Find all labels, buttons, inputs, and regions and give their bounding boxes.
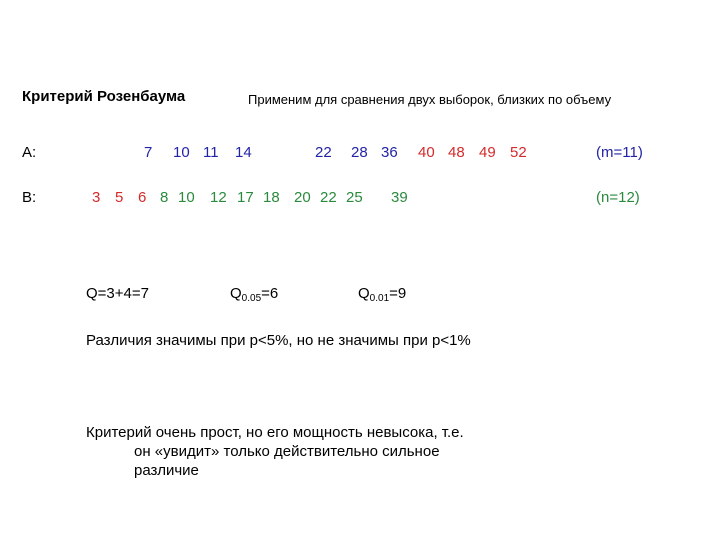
sample-a-value: 14 bbox=[235, 144, 252, 161]
q-critical-value: =6 bbox=[261, 285, 279, 302]
sample-a-value: 40 bbox=[418, 144, 435, 161]
sample-a-value: 48 bbox=[448, 144, 465, 161]
q-value: Q=3+4=7 bbox=[86, 285, 149, 302]
q-subscript: 0.01 bbox=[369, 293, 390, 304]
sample-b-value: 8 bbox=[160, 189, 169, 206]
sample-a-value: 36 bbox=[381, 144, 398, 161]
q-symbol: Q bbox=[358, 285, 370, 302]
sample-b-value: 10 bbox=[178, 189, 195, 206]
sample-b-value: 25 bbox=[346, 189, 363, 206]
sample-b-value: 6 bbox=[138, 189, 147, 206]
sample-a-label: A: bbox=[22, 144, 37, 161]
sample-b-value: 39 bbox=[391, 189, 408, 206]
q-symbol: Q bbox=[230, 285, 242, 302]
sample-b-count: (n=12) bbox=[596, 189, 640, 206]
sample-b-value: 5 bbox=[115, 189, 124, 206]
slide-title: Критерий Розенбаума bbox=[22, 88, 186, 105]
sample-a-value: 11 bbox=[203, 144, 219, 161]
sample-a-count: (m=11) bbox=[596, 144, 643, 161]
sample-a-value: 10 bbox=[173, 144, 190, 161]
note-line-2: он «увидит» только действительно сильное bbox=[134, 443, 440, 460]
sample-a-value: 28 bbox=[351, 144, 368, 161]
q-critical-001 bbox=[358, 285, 407, 304]
note-line-3: различие bbox=[134, 462, 199, 479]
sample-b-value: 3 bbox=[92, 189, 101, 206]
sample-a-value: 52 bbox=[510, 144, 527, 161]
sample-b-value: 20 bbox=[294, 189, 311, 206]
note-line-1: Критерий очень прост, но его мощность невысока, т.е. bbox=[86, 424, 464, 441]
conclusion-text: Различия значимы при p<5%, но не значимы при p<1% bbox=[86, 332, 471, 349]
sample-a-value: 22 bbox=[315, 144, 332, 161]
sample-a-value: 7 bbox=[144, 144, 153, 161]
sample-b-value: 18 bbox=[263, 189, 280, 206]
slide-subtitle: Применим для сравнения двух выборок, близких по объему bbox=[248, 92, 612, 107]
sample-b-label: B: bbox=[22, 189, 37, 206]
sample-a-value: 49 bbox=[479, 144, 496, 161]
sample-b-value: 22 bbox=[320, 189, 337, 206]
q-critical-005 bbox=[230, 285, 279, 304]
sample-b-value: 12 bbox=[210, 189, 227, 206]
q-subscript: 0.05 bbox=[241, 293, 262, 304]
sample-b-value: 17 bbox=[237, 189, 254, 206]
q-critical-value: =9 bbox=[389, 285, 407, 302]
